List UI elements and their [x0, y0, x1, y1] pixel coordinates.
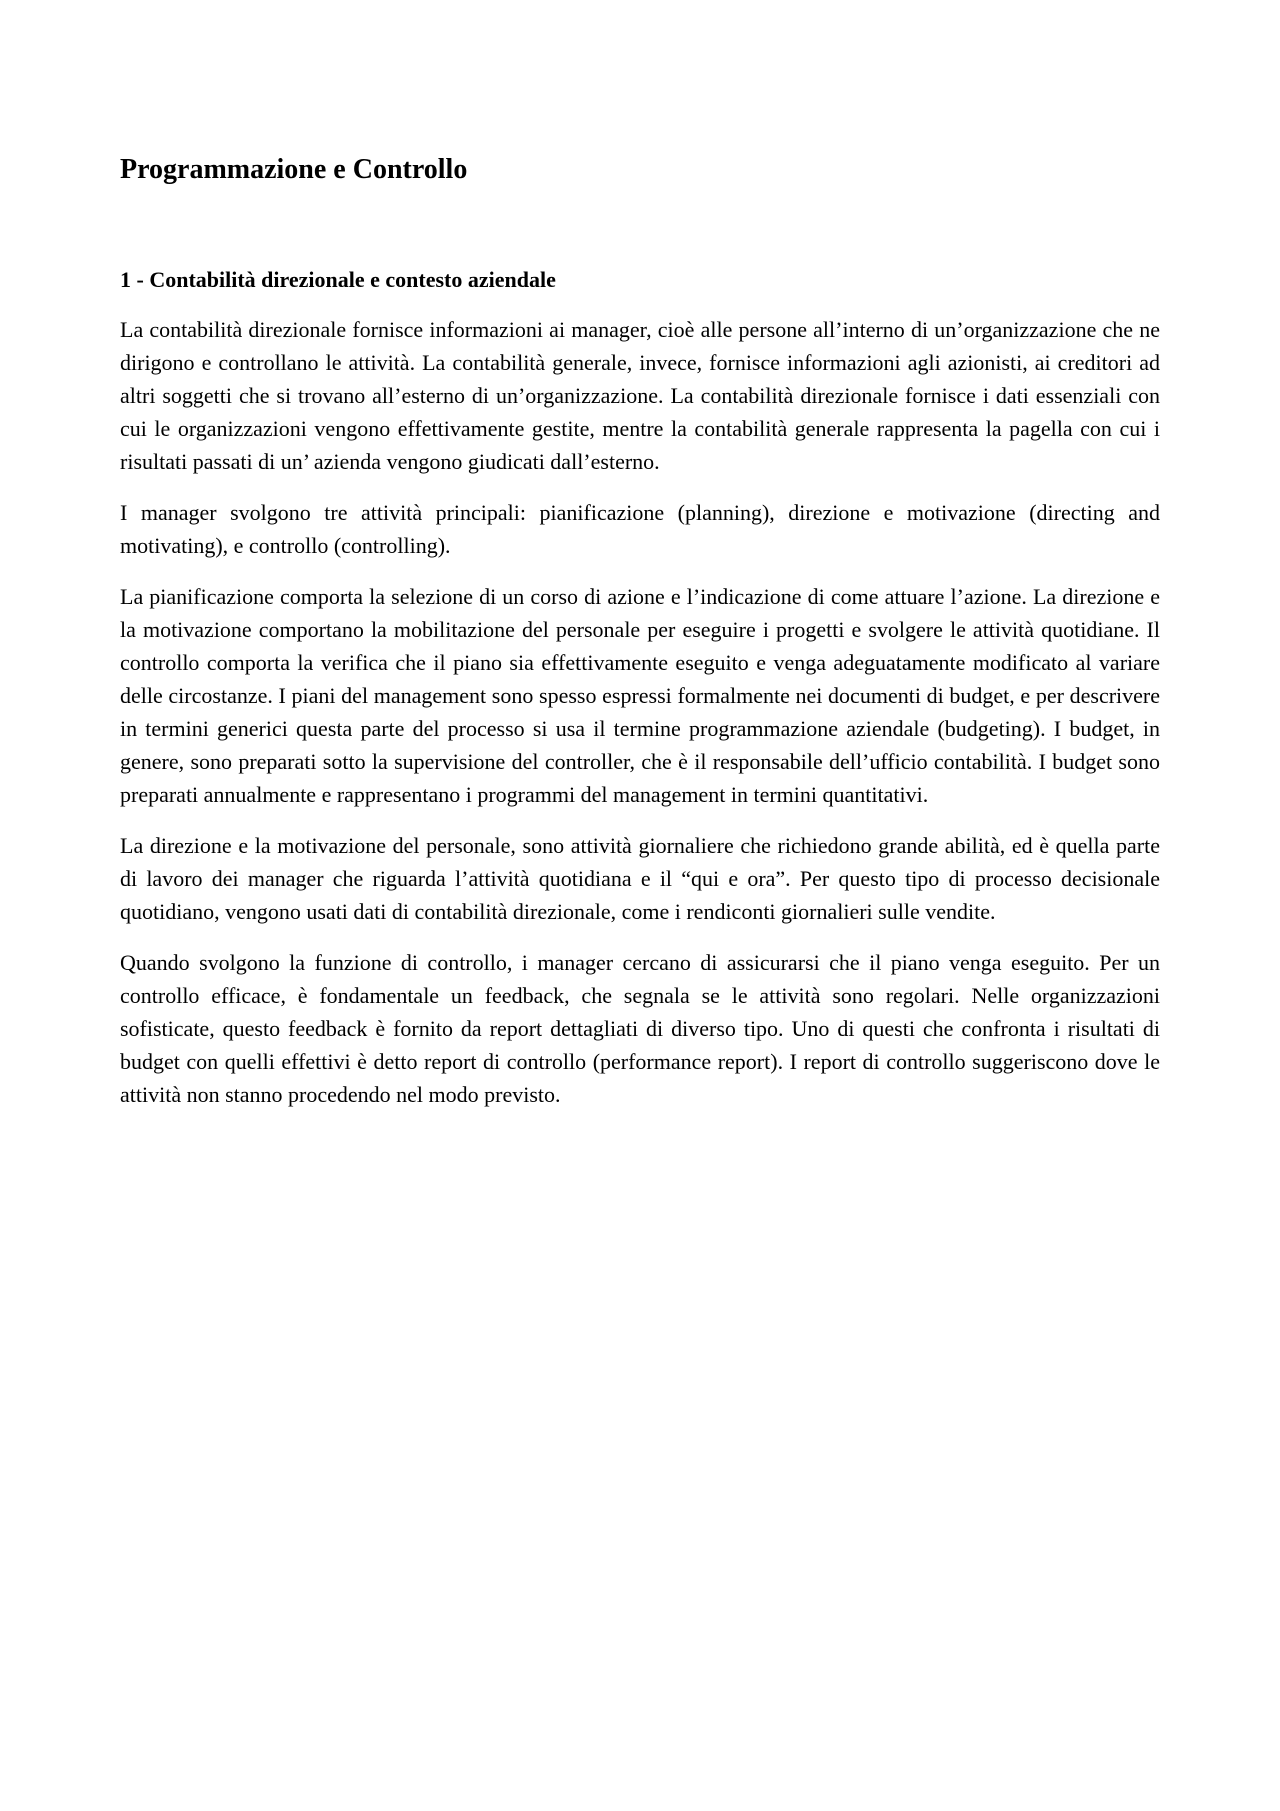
paragraph-5: Quando svolgono la funzione di controllo, i manager cercano di assicurarsi che il piano venga eseguito. Per un controllo efficace, è fondamentale un feedback, che segnala se le attività sono regolari. Nelle organizzazioni sofisticate, questo feedback è fornito da report dettagliati di diverso tipo. Uno di questi che confronta i risultati di budget con quelli effettivi è detto report di controllo (performance report). I report di controllo suggeriscono dove le attività non stanno procedendo nel modo previsto. [120, 950, 1160, 1107]
paragraph-1: La contabilità direzionale fornisce informazioni ai manager, cioè alle persone all’interno di un’organizzazione che ne dirigono e controllano le attività. La contabilità generale, invece, fornisce informazioni agli azionisti, ai creditori ad altri soggetti che si trovano all’esterno di un’organizzazione. La contabilità direzionale fornisce i dati essenziali con cui le organizzazioni vengono effettivamente gestite, mentre la contabilità generale rappresenta la pagella con cui i risultati passati di un’ azienda vengono giudicati dall’esterno. [120, 317, 1160, 474]
section-heading: 1 - Contabilità direzionale e contesto aziendale [120, 267, 556, 292]
paragraph-3: La pianificazione comporta la selezione di un corso di azione e l’indicazione di come attuare l’azione. La direzione e la motivazione comportano la mobilitazione del personale per eseguire i progetti e svolgere le attività quotidiane. Il controllo comporta la verifica che il piano sia effettivamente eseguito e venga adeguatamente modificato al variare delle circostanze. I piani del management sono spesso espressi formalmente nei documenti di budget, e per descrivere in termini generici questa parte del processo si usa il termine programmazione aziendale (budgeting). I budget, in genere, sono preparati sotto la supervisione del controller, che è il responsabile dell’ufficio contabilità. I budget sono preparati annualmente e rappresentano i programmi del management in termini quantitativi. [120, 584, 1160, 807]
paragraph-2: I manager svolgono tre attività principali: pianificazione (planning), direzione e motivazione (directing and motivating), e controllo (controlling). [120, 500, 1160, 558]
paragraph-4: La direzione e la motivazione del personale, sono attività giornaliere che richiedono grande abilità, ed è quella parte di lavoro dei manager che riguarda l’attività quotidiana e il “qui e ora”. Per questo tipo di processo decisionale quotidiano, vengono usati dati di contabilità direzionale, come i rendiconti giornalieri sulle vendite. [120, 833, 1160, 924]
document-page [120, 150, 1160, 1111]
document-title: Programmazione e Controllo [120, 154, 468, 185]
